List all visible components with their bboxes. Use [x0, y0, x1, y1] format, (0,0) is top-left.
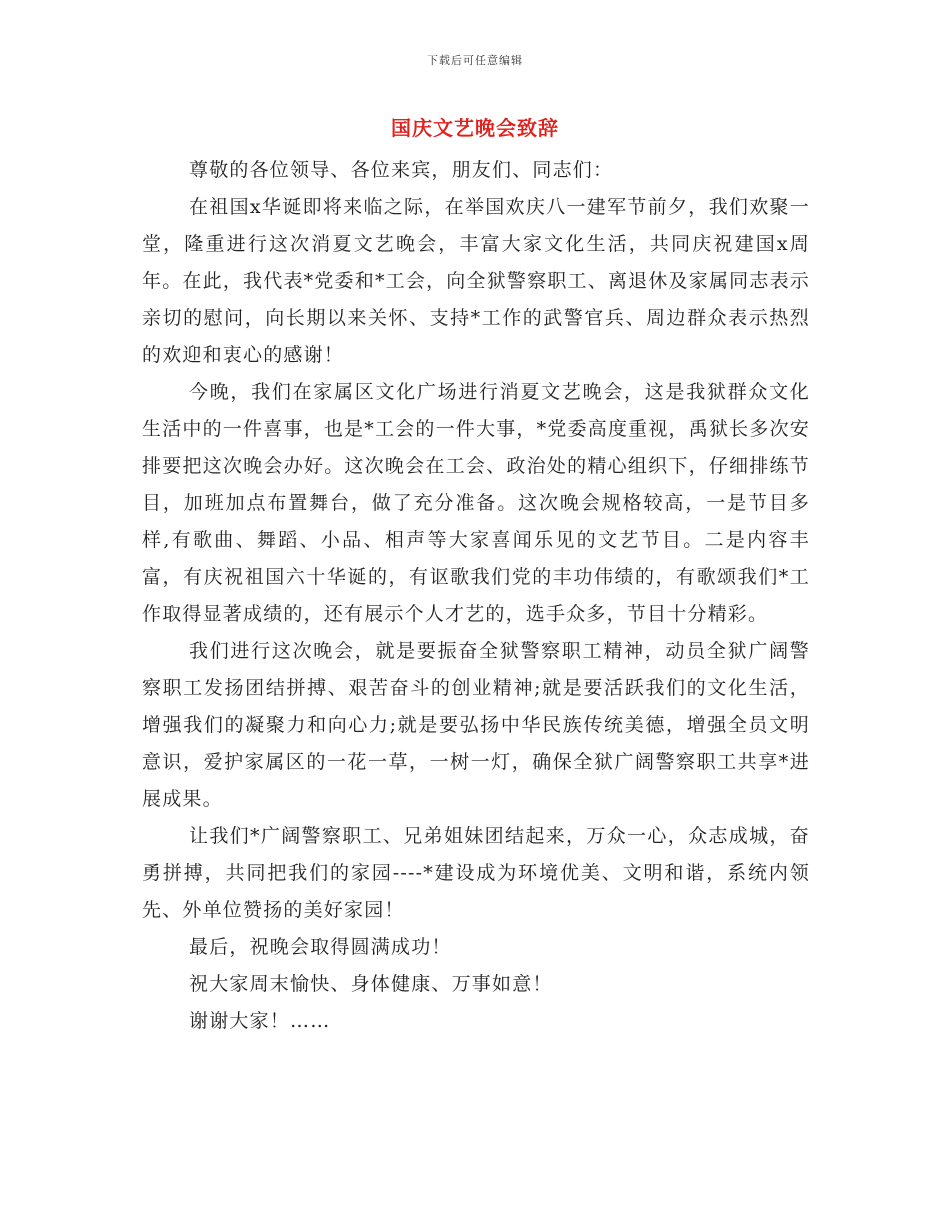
salutation-paragraph: 尊敬的各位领导、各位来宾，朋友们、同志们： [189, 159, 614, 181]
body-paragraph: 让我们*广阔警察职工、兄弟姐妹团结起来，万众一心，众志成城，奋勇拼搏，共同把我们的家园----*建设成为环境优美、文明和谐，系统内领先、外单位赞扬的美好家园！ [142, 825, 810, 921]
body-paragraph: 我们进行这次晚会，就是要振奋全狱警察职工精神，动员全狱广阔警察职工发扬团结拼搏、艰苦奋斗的创业精神;就是要活跃我们的文化生活，增强我们的凝聚力和向心力;就是要弘扬中华民族传统美德，增强全员文明意识，爱护家属区的一花一草，一树一灯，确保全狱广阔警察职工共享*进展成果。 [142, 640, 810, 810]
document-title: 国庆文艺晚会致辞 [391, 116, 559, 140]
header-note: 下载后可任意编辑 [427, 54, 523, 67]
closing-paragraph: 祝大家周末愉快、身体健康、万事如意！ [189, 973, 553, 995]
closing-paragraph: 最后，祝晚会取得圆满成功！ [189, 936, 452, 958]
thanks-paragraph: 谢谢大家！…… [189, 1010, 331, 1032]
body-paragraph: 今晚，我们在家属区文化广场进行消夏文艺晚会，这是我狱群众文化生活中的一件喜事，也是*工会的一件大事，*党委高度重视，禹狱长多次安排要把这次晚会办好。这次晚会在工会、政治处的精心组织下，仔细排练节目，加班加点布置舞台，做了充分准备。这次晚会规格较高，一是节目多样,有歌曲、舞蹈、小品、相声等大家喜闻乐见的文艺节目。二是内容丰富，有庆祝祖国六十华诞的，有讴歌我们党的丰功伟绩的，有歌颂我们*工作取得显著成绩的，还有展示个人才艺的，选手众多，节目十分精彩。 [142, 381, 810, 625]
body-paragraph: 在祖国x华诞即将来临之际，在举国欢庆八一建军节前夕，我们欢聚一堂，隆重进行这次消夏文艺晚会，丰富大家文化生活，共同庆祝建国x周年。在此，我代表*党委和*工会，向全狱警察职工、离退休及家属同志表示亲切的慰问，向长期以来关怀、支持*工作的武警官兵、周边群众表示热烈的欢迎和衷心的感谢！ [142, 196, 810, 366]
document-body [142, 152, 810, 1040]
